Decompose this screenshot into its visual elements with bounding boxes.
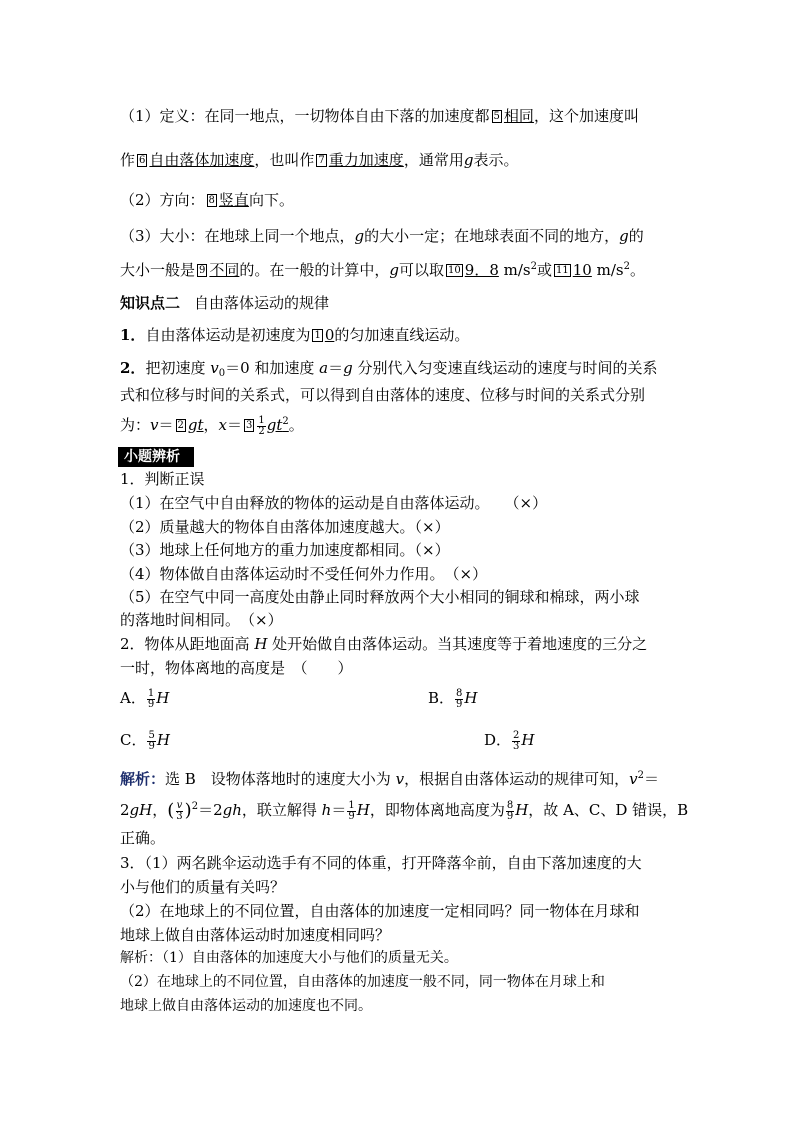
q3-line-2: 小与他们的质量有关吗？	[120, 878, 286, 896]
q1-item-4: （4）物体做自由落体运动时不受任何外力作用。 （×）	[120, 565, 488, 583]
answer-1: 0	[324, 326, 335, 344]
law-line-1: 1．自由落体运动是初速度为 1 0的匀加速直线运动。	[120, 326, 470, 344]
q1-item-5-cont: 的落地时间相同。 （×）	[120, 611, 283, 629]
q1-item-1: （1）在空气中自由释放的物体的运动是自由落体运动。 （×）	[120, 494, 548, 512]
q2-solution-line-2: 2gH，( $\frac{v}{3}$ )$^2$＝2gh，联立解得 h＝ $\frac{1}{9}$ H，即物体离地高度为 $\frac{8}{9}$ H，故 A、C、D 错误，B	[120, 799, 689, 822]
answer-10: 9．8	[464, 261, 499, 279]
blank-number-10: 10	[448, 265, 461, 276]
q1-item-5: （5）在空气中同一高度处由静止同时释放两个大小相同的铜球和棉球，两小球	[120, 588, 640, 606]
blank-number-11: 11	[556, 265, 569, 276]
blank-number-5: 5	[493, 111, 500, 122]
blank-number-8: 8	[208, 195, 215, 206]
blank-number-9: 9	[199, 265, 206, 276]
q1-item-2: （2）质量越大的物体自由落体加速度越大。（×）	[120, 518, 450, 536]
q1-item-3: （3）地球上任何地方的重力加速度都相同。（×）	[120, 541, 450, 559]
option-a[interactable]: A． $\frac{1}{9}$ H	[120, 687, 170, 710]
q1-title: 1．判断正误	[120, 470, 205, 488]
option-b[interactable]: B． $\frac{8}{9}$ H	[428, 687, 478, 710]
answer-2: gt	[187, 416, 204, 434]
answer-6: 自由落体加速度	[149, 151, 255, 169]
q3-line-4: 地球上做自由落体运动时加速度相同吗？	[120, 926, 391, 944]
option-c[interactable]: C． $\frac{5}{9}$ H	[120, 729, 170, 752]
q3-solution-line-2: （2）在地球上的不同位置，自由落体的加速度一般不同，同一物体在月球上和	[120, 974, 605, 990]
blank-number-2: 2	[177, 420, 184, 431]
q2-stem-line-2: 一时，物体离地的高度是 （ ）	[120, 659, 353, 677]
blank-number-6: 6	[139, 155, 146, 166]
answer-11: 10	[572, 261, 592, 279]
definition-line-1: （1）定义：在同一地点，一切物体自由下落的加速度都 5 相同，这个加速度叫	[120, 107, 639, 125]
answer-3: $\frac{1}{2}$ $gt^2$	[258, 414, 289, 437]
answer-5: 相同	[503, 107, 534, 125]
law-line-3: 式和位移与时间的关系式，可以得到自由落体的速度、位移与时间的关系式分别	[120, 386, 646, 404]
option-d[interactable]: D． $\frac{2}{3}$ H	[484, 729, 535, 752]
blank-number-1: 1	[314, 330, 321, 341]
fraction-half: $\frac{1}{2}$	[258, 414, 265, 437]
definition-line-2: 作 6 自由落体加速度，也叫作 7 重力加速度，通常用g表示。	[120, 151, 519, 169]
q3-solution-line-1: 解析：（1）自由落体的加速度大小与他们的质量无关。	[120, 950, 458, 966]
q2-solution-line-3: 正确。	[120, 829, 166, 847]
q2-stem-line-1: 2．物体从距地面高 H 处开始做自由落体运动。当其速度等于着地速度的三分之	[120, 635, 648, 653]
section-heading: 知识点二 自由落体运动的规律	[120, 294, 330, 312]
blank-number-3: 3	[246, 420, 253, 431]
law-line-4: 为：v＝ 2 gt，x＝ 3 $\frac{1}{2}$ $gt^2$。	[120, 414, 304, 437]
direction-line: （2）方向： 8 竖直向下。	[120, 191, 294, 209]
q2-solution-line-1: 解析：选 B 设物体落地时的速度大小为 v，根据自由落体运动的规律可知，$v^2=$	[120, 770, 659, 788]
answer-8: 竖直	[218, 191, 249, 209]
q3-line-1: 3．（1）两名跳伞运动选手有不同的体重，打开降落伞前，自由下落加速度的大	[120, 854, 642, 872]
magnitude-line-2: 大小一般是 9 不同的。在一般的计算中，g可以取 10 9．8 $m/s^2$或 11 10 $m/s^2$。	[120, 261, 645, 279]
answer-9: 不同	[209, 261, 240, 279]
magnitude-line-1: （3）大小：在地球上同一个地点，g的大小一定；在地球表面不同的地方，g的	[120, 227, 644, 245]
law-line-2: 2．把初速度 $v_0=0$ 和加速度 a＝g 分别代入匀变速直线运动的速度与时间的关系	[120, 359, 658, 379]
q3-line-3: （2）在地球上的不同位置，自由落体的加速度一定相同吗？同一物体在月球和	[120, 902, 640, 920]
quiz-section-label: 小题辨析	[118, 447, 194, 467]
q3-solution-line-3: 地球上做自由落体运动的加速度也不同。	[120, 998, 372, 1014]
blank-number-7: 7	[318, 155, 325, 166]
answer-7: 重力加速度	[328, 151, 404, 169]
